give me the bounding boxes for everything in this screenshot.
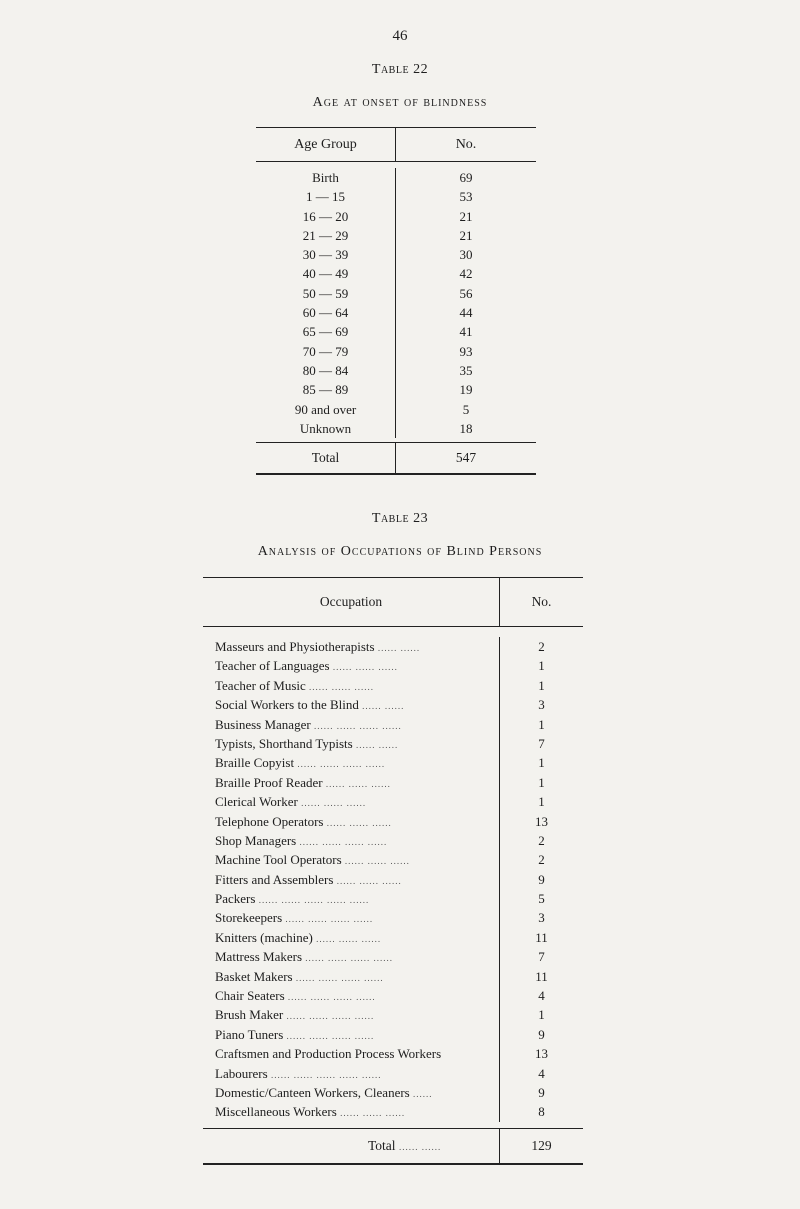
count-cell: 4 bbox=[538, 1065, 545, 1081]
count-cell: 53 bbox=[459, 189, 473, 205]
occupation-label: Teacher of Music bbox=[215, 677, 306, 693]
table-row bbox=[256, 380, 536, 399]
table-row bbox=[203, 773, 583, 792]
table-23-title: Analysis of Occupations of Blind Persons bbox=[257, 544, 543, 559]
occupation-label: Mattress Makers bbox=[215, 949, 303, 965]
leader-dots: ...... ...... ...... ...... bbox=[285, 914, 374, 925]
table-row bbox=[256, 284, 536, 303]
count-cell: 42 bbox=[459, 266, 473, 282]
total-label-cell bbox=[203, 1129, 500, 1163]
table-row bbox=[256, 245, 536, 264]
table-row bbox=[203, 967, 583, 986]
occupation-cell bbox=[203, 850, 500, 869]
age-group-cell: 16 — 20 bbox=[256, 207, 396, 226]
leader-dots: ...... ...... ...... ...... bbox=[297, 759, 386, 770]
age-group-cell: 80 — 84 bbox=[256, 361, 396, 380]
table-row bbox=[256, 419, 536, 438]
leader-dots: ...... ...... ...... bbox=[336, 875, 402, 886]
count-cell: 1 bbox=[538, 716, 545, 732]
count-cell: 41 bbox=[459, 324, 473, 340]
occupation-label: Masseurs and Physiotherapists bbox=[215, 639, 375, 654]
occupation-label: Storekeepers bbox=[215, 910, 283, 926]
leader-dots: ...... ...... ...... bbox=[340, 1108, 406, 1119]
occupation-label: Typists, Shorthand Typists bbox=[215, 735, 353, 751]
leader-dots: ...... ...... bbox=[377, 643, 421, 653]
table-22-body bbox=[256, 162, 536, 438]
table-row bbox=[256, 322, 536, 341]
occupation-cell bbox=[203, 870, 500, 889]
occupation-label: Miscellaneous Workers bbox=[215, 1104, 337, 1120]
occupation-cell bbox=[203, 967, 500, 986]
table-row bbox=[203, 676, 583, 695]
occupation-label: Shop Managers bbox=[215, 832, 297, 848]
table-row bbox=[256, 168, 536, 187]
table-row bbox=[256, 264, 536, 283]
table-23 bbox=[203, 577, 583, 1165]
leader-dots: ...... ...... ...... bbox=[344, 856, 410, 867]
occupation-label: Basket Makers bbox=[215, 968, 293, 984]
occupation-label: Social Workers to the Blind bbox=[215, 697, 359, 713]
table-row bbox=[203, 1044, 583, 1063]
occupation-cell bbox=[203, 773, 500, 792]
leader-dots: ...... ...... ...... ...... bbox=[313, 720, 402, 731]
leader-dots: ...... ...... ...... ...... bbox=[286, 1030, 375, 1041]
age-group-cell: 40 — 49 bbox=[256, 264, 396, 283]
table-row bbox=[203, 792, 583, 811]
count-cell: 2 bbox=[538, 832, 545, 848]
table-row bbox=[203, 850, 583, 869]
occupation-cell bbox=[203, 928, 500, 947]
table-row bbox=[256, 207, 536, 226]
occupation-cell bbox=[203, 986, 500, 1005]
count-cell: 1 bbox=[538, 794, 545, 810]
count-cell: 5 bbox=[538, 891, 545, 907]
count-cell: 1 bbox=[538, 658, 545, 674]
count-cell: 21 bbox=[459, 227, 473, 243]
total-value: 129 bbox=[531, 1137, 552, 1153]
table-row bbox=[203, 656, 583, 675]
occupation-label: Craftsmen and Production Process Workers bbox=[215, 1046, 442, 1062]
table-row bbox=[203, 753, 583, 772]
count-cell: 44 bbox=[459, 305, 473, 321]
table-row bbox=[256, 226, 536, 245]
occupation-label: Domestic/Canteen Workers, Cleaners bbox=[215, 1084, 410, 1100]
occupation-label: Brush Maker bbox=[215, 1007, 284, 1023]
count-cell: 9 bbox=[538, 1084, 545, 1100]
table-row bbox=[203, 947, 583, 966]
occupation-header: Occupation bbox=[203, 578, 500, 626]
leader-dots: ...... ...... ...... ...... bbox=[299, 836, 388, 847]
occupation-cell bbox=[203, 1025, 500, 1044]
occupation-label: Chair Seaters bbox=[215, 988, 285, 1004]
count-cell: 21 bbox=[459, 208, 473, 224]
leader-dots: ...... bbox=[413, 1088, 433, 1099]
table-23-header bbox=[203, 578, 583, 627]
count-cell: 3 bbox=[538, 697, 545, 713]
occupation-cell bbox=[203, 753, 500, 772]
leader-dots: ...... ...... bbox=[362, 701, 405, 712]
occupation-cell bbox=[203, 947, 500, 966]
age-group-cell: 60 — 64 bbox=[256, 303, 396, 322]
occupation-cell bbox=[203, 734, 500, 753]
occupation-label: Machine Tool Operators bbox=[215, 852, 342, 868]
leader-dots: ...... ...... ...... ...... bbox=[305, 953, 394, 964]
age-group-cell: 50 — 59 bbox=[256, 284, 396, 303]
count-cell: 5 bbox=[462, 401, 470, 417]
table-row bbox=[203, 1025, 583, 1044]
occupation-label: Labourers bbox=[215, 1065, 268, 1081]
count-cell: 8 bbox=[538, 1104, 545, 1120]
leader-dots: ...... ...... ...... bbox=[316, 933, 382, 944]
age-group-cell: 90 and over bbox=[256, 400, 396, 419]
occupation-label: Braille Copyist bbox=[215, 755, 295, 771]
occupation-cell bbox=[203, 1064, 500, 1083]
occupation-cell bbox=[203, 889, 500, 908]
occupation-label: Teacher of Languages bbox=[215, 658, 330, 674]
table-22 bbox=[256, 127, 536, 475]
age-group-cell: Unknown bbox=[256, 419, 396, 438]
no-header: No. bbox=[531, 594, 552, 609]
occupation-label: Packers bbox=[215, 891, 256, 907]
page-number: 46 bbox=[392, 28, 408, 44]
age-group-cell: Birth bbox=[256, 168, 396, 187]
occupation-label: Knitters (machine) bbox=[215, 929, 313, 945]
occupation-cell bbox=[203, 1102, 500, 1121]
occupation-cell bbox=[203, 695, 500, 714]
count-cell: 9 bbox=[538, 871, 545, 887]
count-cell: 11 bbox=[535, 929, 548, 945]
count-cell: 13 bbox=[535, 1046, 548, 1062]
table-row bbox=[203, 1064, 583, 1083]
age-group-header: Age Group bbox=[256, 128, 396, 161]
leader-dots: ...... ...... ...... ...... ...... bbox=[258, 895, 370, 906]
table-row bbox=[256, 187, 536, 206]
leader-dots: ...... ...... ...... bbox=[332, 662, 398, 673]
table-row bbox=[203, 1005, 583, 1024]
count-cell: 11 bbox=[535, 968, 548, 984]
table-23-total-row bbox=[203, 1128, 583, 1163]
occupation-cell bbox=[203, 656, 500, 675]
table-row bbox=[203, 812, 583, 831]
age-group-cell: 65 — 69 bbox=[256, 322, 396, 341]
count-cell: 7 bbox=[538, 735, 545, 751]
table-row bbox=[203, 908, 583, 927]
table-22-title: Age at onset of blindness bbox=[312, 95, 488, 110]
occupation-label: Business Manager bbox=[215, 716, 311, 732]
age-group-cell: 70 — 79 bbox=[256, 342, 396, 361]
occupation-cell bbox=[203, 637, 500, 656]
count-cell: 9 bbox=[538, 1026, 545, 1042]
occupation-cell bbox=[203, 1083, 500, 1102]
count-cell: 56 bbox=[459, 285, 473, 301]
table-22-header bbox=[256, 128, 536, 162]
table-row bbox=[256, 342, 536, 361]
age-group-cell: 85 — 89 bbox=[256, 380, 396, 399]
total-value: 547 bbox=[455, 450, 477, 466]
occupation-cell bbox=[203, 1005, 500, 1024]
table-row bbox=[203, 637, 583, 656]
table-row bbox=[203, 715, 583, 734]
leader-dots: ...... ...... ...... bbox=[325, 778, 391, 789]
table-row bbox=[203, 695, 583, 714]
occupation-label: Clerical Worker bbox=[215, 794, 298, 810]
count-cell: 13 bbox=[535, 813, 548, 829]
table-row bbox=[203, 1083, 583, 1102]
count-cell: 1 bbox=[538, 774, 545, 790]
table-row bbox=[256, 400, 536, 419]
no-header: No. bbox=[455, 137, 477, 152]
count-cell: 1 bbox=[538, 755, 545, 771]
occupation-label: Fitters and Assemblers bbox=[215, 871, 334, 887]
age-group-cell: 21 — 29 bbox=[256, 226, 396, 245]
table-row bbox=[256, 361, 536, 380]
occupation-cell bbox=[203, 831, 500, 850]
count-cell: 7 bbox=[538, 949, 545, 965]
count-cell: 3 bbox=[538, 910, 545, 926]
table-23-body bbox=[203, 627, 583, 1128]
count-cell: 18 bbox=[459, 420, 473, 436]
table-row bbox=[203, 734, 583, 753]
occupation-cell bbox=[203, 676, 500, 695]
total-label: Total bbox=[256, 443, 396, 473]
occupation-cell bbox=[203, 1044, 500, 1063]
table-row bbox=[203, 1102, 583, 1121]
table-row bbox=[256, 303, 536, 322]
count-cell: 93 bbox=[459, 343, 473, 359]
leader-dots: ...... ...... ...... ...... bbox=[295, 972, 384, 983]
count-cell: 1 bbox=[538, 677, 545, 693]
leader-dots: ...... ...... ...... ...... bbox=[286, 1011, 375, 1022]
table-22-label: Table 22 bbox=[371, 62, 429, 77]
count-cell: 69 bbox=[459, 170, 473, 185]
age-group-cell: 30 — 39 bbox=[256, 245, 396, 264]
table-row bbox=[203, 928, 583, 947]
leader-dots: ...... ...... ...... ...... bbox=[287, 992, 376, 1003]
occupation-cell bbox=[203, 715, 500, 734]
count-cell: 4 bbox=[538, 988, 545, 1004]
count-cell: 2 bbox=[538, 852, 545, 868]
table-row bbox=[203, 831, 583, 850]
age-group-cell: 1 — 15 bbox=[256, 187, 396, 206]
leader-dots: ...... ...... ...... ...... ...... bbox=[270, 1069, 382, 1080]
leader-dots: ...... ...... bbox=[398, 1141, 442, 1152]
occupation-cell bbox=[203, 812, 500, 831]
leader-dots: ...... ...... ...... bbox=[326, 817, 392, 828]
count-cell: 35 bbox=[459, 362, 473, 378]
occupation-cell bbox=[203, 792, 500, 811]
leader-dots: ...... ...... ...... bbox=[301, 798, 367, 809]
occupation-label: Braille Proof Reader bbox=[215, 774, 323, 790]
leader-dots: ...... ...... bbox=[355, 739, 399, 750]
count-cell: 1 bbox=[538, 1007, 545, 1023]
table-22-total-row bbox=[256, 442, 536, 473]
table-row bbox=[203, 870, 583, 889]
table-row bbox=[203, 889, 583, 908]
occupation-cell bbox=[203, 908, 500, 927]
occupation-label: Telephone Operators bbox=[215, 813, 324, 829]
occupation-label: Piano Tuners bbox=[215, 1026, 284, 1042]
table-row bbox=[203, 986, 583, 1005]
total-label: Total bbox=[368, 1137, 396, 1153]
count-cell: 2 bbox=[538, 639, 545, 654]
table-23-label: Table 23 bbox=[371, 511, 429, 526]
count-cell: 19 bbox=[459, 382, 473, 398]
leader-dots: ...... ...... ...... bbox=[309, 681, 375, 692]
count-cell: 30 bbox=[459, 247, 473, 263]
